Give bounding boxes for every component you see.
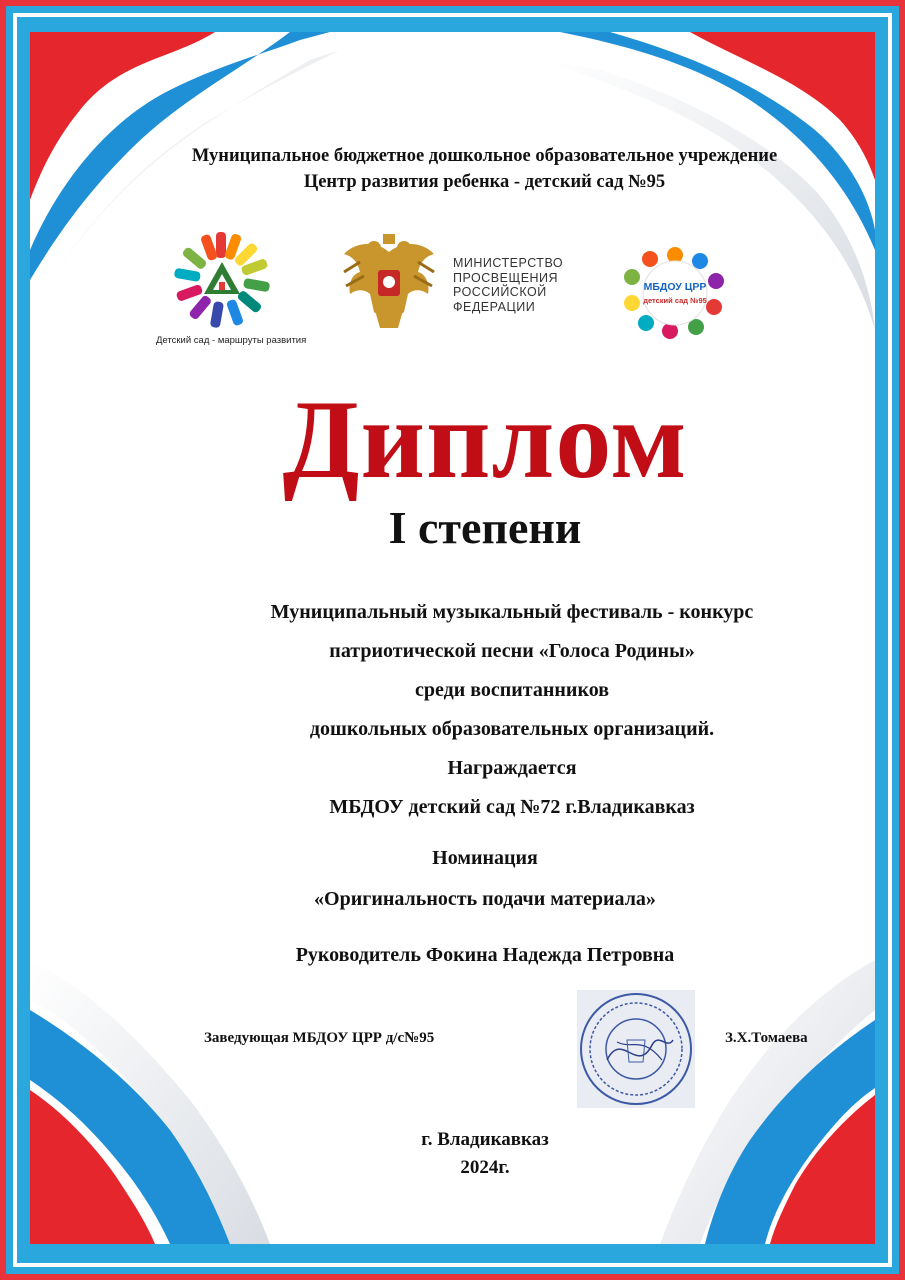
- award-line-song: патриотической песни «Голоса Родины»: [329, 640, 695, 662]
- ministry-line: МИНИСТЕРСТВО: [453, 256, 564, 270]
- diploma-title: Диплом: [282, 378, 688, 502]
- award-line-organizations: дошкольных образовательных организаций.: [309, 718, 715, 740]
- award-description: [0, 596, 905, 830]
- award-line-recipient: МБДОУ детский сад №72 г.Владикавказ: [329, 796, 695, 818]
- ministry-name: [453, 256, 563, 314]
- award-line-awarded: Награждается: [447, 757, 577, 779]
- official-stamp: [577, 990, 695, 1108]
- mbdou-logo-line2: детский сад №95: [643, 296, 707, 305]
- kindergarten-logo-caption: Детский сад - маршруты развития: [156, 335, 307, 346]
- kindergarten-star-logo: [150, 228, 295, 348]
- footer-city: г. Владикавказ: [421, 1129, 549, 1150]
- footer: [0, 1126, 905, 1182]
- mbdou-logo-line1: МБДОУ ЦРР: [643, 281, 707, 293]
- signer-position: Заведующая МБДОУ ЦРР д/с№95: [204, 1030, 435, 1046]
- nomination-label: Номинация: [432, 847, 538, 869]
- footer-year: 2024г.: [460, 1157, 510, 1178]
- diploma-degree: I степени: [388, 502, 582, 553]
- award-line-pupils: среди воспитанников: [414, 679, 610, 701]
- children-circle-icon: [624, 247, 724, 339]
- org-name-line1: Муниципальное бюджетное дошкольное образовательное учреждение: [191, 146, 778, 166]
- ministry-eagle-emblem: [340, 232, 438, 332]
- leader-name: Руководитель Фокина Надежда Петровна: [295, 944, 675, 966]
- ministry-line: РОССИЙСКОЙ: [453, 285, 547, 299]
- ministry-line: ПРОСВЕЩЕНИЯ: [453, 270, 559, 285]
- double-headed-eagle-icon: [344, 234, 434, 328]
- org-name-line2: Центр развития ребенка - детский сад №95: [303, 172, 666, 192]
- mbdou-crr-logo: [620, 245, 730, 340]
- org-header: [0, 143, 905, 195]
- ministry-line: ФЕДЕРАЦИИ: [453, 299, 536, 314]
- nomination-value: «Оригинальность подачи материала»: [314, 888, 656, 910]
- signer-name: З.Х.Томаева: [725, 1030, 808, 1046]
- award-line-festival: Муниципальный музыкальный фестиваль - конкурс: [270, 601, 754, 623]
- round-seal-icon: [577, 990, 695, 1108]
